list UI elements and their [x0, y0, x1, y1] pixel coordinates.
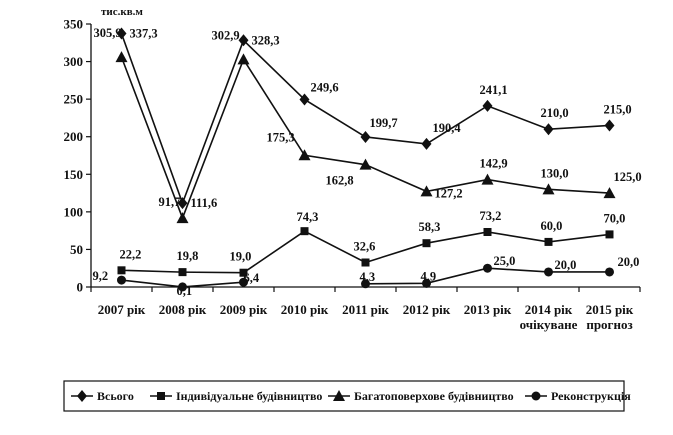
y-tick-label: 50: [70, 241, 83, 257]
data-label: 210,0: [540, 106, 569, 121]
x-tick-label: прогноз: [586, 317, 633, 332]
data-label: 25,0: [493, 254, 516, 269]
y-tick-label: 200: [63, 129, 83, 145]
y-unit-label: тис.кв.м: [101, 6, 143, 18]
data-label: 241,1: [479, 82, 508, 97]
x-tick-label: 2008 рік: [158, 302, 207, 317]
series-marker: [118, 266, 126, 274]
data-label: 91,7: [158, 195, 181, 210]
data-label: 20,0: [554, 257, 577, 272]
x-tick-label: 2007 рік: [97, 302, 146, 317]
data-label: 199,7: [369, 115, 398, 130]
data-label: 19,0: [229, 249, 252, 264]
data-label: 125,0: [613, 170, 642, 185]
data-label: 73,2: [479, 208, 502, 223]
series-marker: [362, 259, 370, 267]
data-label: 9,2: [92, 269, 109, 284]
data-label: 0,1: [176, 283, 193, 298]
data-label: 337,3: [129, 26, 158, 41]
x-tick-label: 2011 рік: [342, 302, 389, 317]
legend: [64, 381, 631, 411]
series-marker: [301, 227, 309, 235]
series-marker: [117, 276, 126, 285]
data-label: 4,3: [359, 269, 376, 284]
x-tick-label: 2010 рік: [280, 302, 329, 317]
data-label: 22,2: [119, 247, 142, 262]
data-label: 70,0: [603, 211, 626, 226]
data-label: 32,6: [353, 239, 376, 254]
legend-entry-2: [150, 389, 322, 403]
data-label: 305,9: [93, 26, 122, 41]
series-marker: [179, 268, 187, 276]
series-marker: [483, 264, 492, 273]
series-marker: [606, 230, 614, 238]
y-tick-label: 100: [63, 204, 83, 220]
legend-label: Всього: [97, 389, 134, 403]
series-marker: [544, 267, 553, 276]
data-label: 6,4: [243, 271, 260, 286]
legend-marker: [157, 392, 165, 400]
x-tick-label: 2015 рік: [585, 302, 634, 317]
data-label: 249,6: [310, 80, 339, 95]
y-tick-label: 350: [63, 16, 83, 32]
data-label: 215,0: [603, 102, 632, 117]
data-label: 190,4: [432, 120, 461, 135]
data-label: 175,3: [266, 130, 295, 145]
series-marker: [545, 238, 553, 246]
data-label: 130,0: [540, 166, 569, 181]
data-label: 20,0: [617, 254, 640, 269]
series-marker: [605, 267, 614, 276]
data-label: 328,3: [251, 33, 280, 48]
series-marker: [423, 239, 431, 247]
y-tick-label: 250: [63, 91, 83, 107]
data-label: 302,9: [211, 28, 240, 43]
legend-marker: [532, 392, 541, 401]
x-tick-label: 2014 рік: [524, 302, 573, 317]
series-marker: [484, 228, 492, 236]
x-tick-label: 2012 рік: [402, 302, 451, 317]
legend-label: Багатоповерхове будівництво: [354, 389, 514, 403]
x-tick-label: 2009 рік: [219, 302, 268, 317]
y-tick-label: 150: [63, 166, 83, 182]
data-label: 74,3: [296, 210, 319, 225]
data-label: 127,2: [434, 186, 463, 201]
y-tick-label: 0: [76, 279, 83, 295]
x-tick-label: очікуване: [519, 317, 578, 332]
data-label: 60,0: [540, 218, 563, 233]
data-label: 162,8: [325, 173, 354, 188]
data-label: 142,9: [479, 156, 508, 171]
data-label: 4,9: [420, 269, 437, 284]
data-label: 58,3: [418, 220, 441, 235]
data-label: 19,8: [176, 249, 199, 264]
legend-entry-3: [328, 389, 514, 403]
y-tick-label: 300: [63, 54, 83, 70]
data-label: 111,6: [190, 196, 218, 211]
legend-label: Реконструкція: [551, 389, 631, 403]
legend-label: Індивідуальне будівництво: [176, 389, 323, 403]
x-tick-label: 2013 рік: [463, 302, 512, 317]
